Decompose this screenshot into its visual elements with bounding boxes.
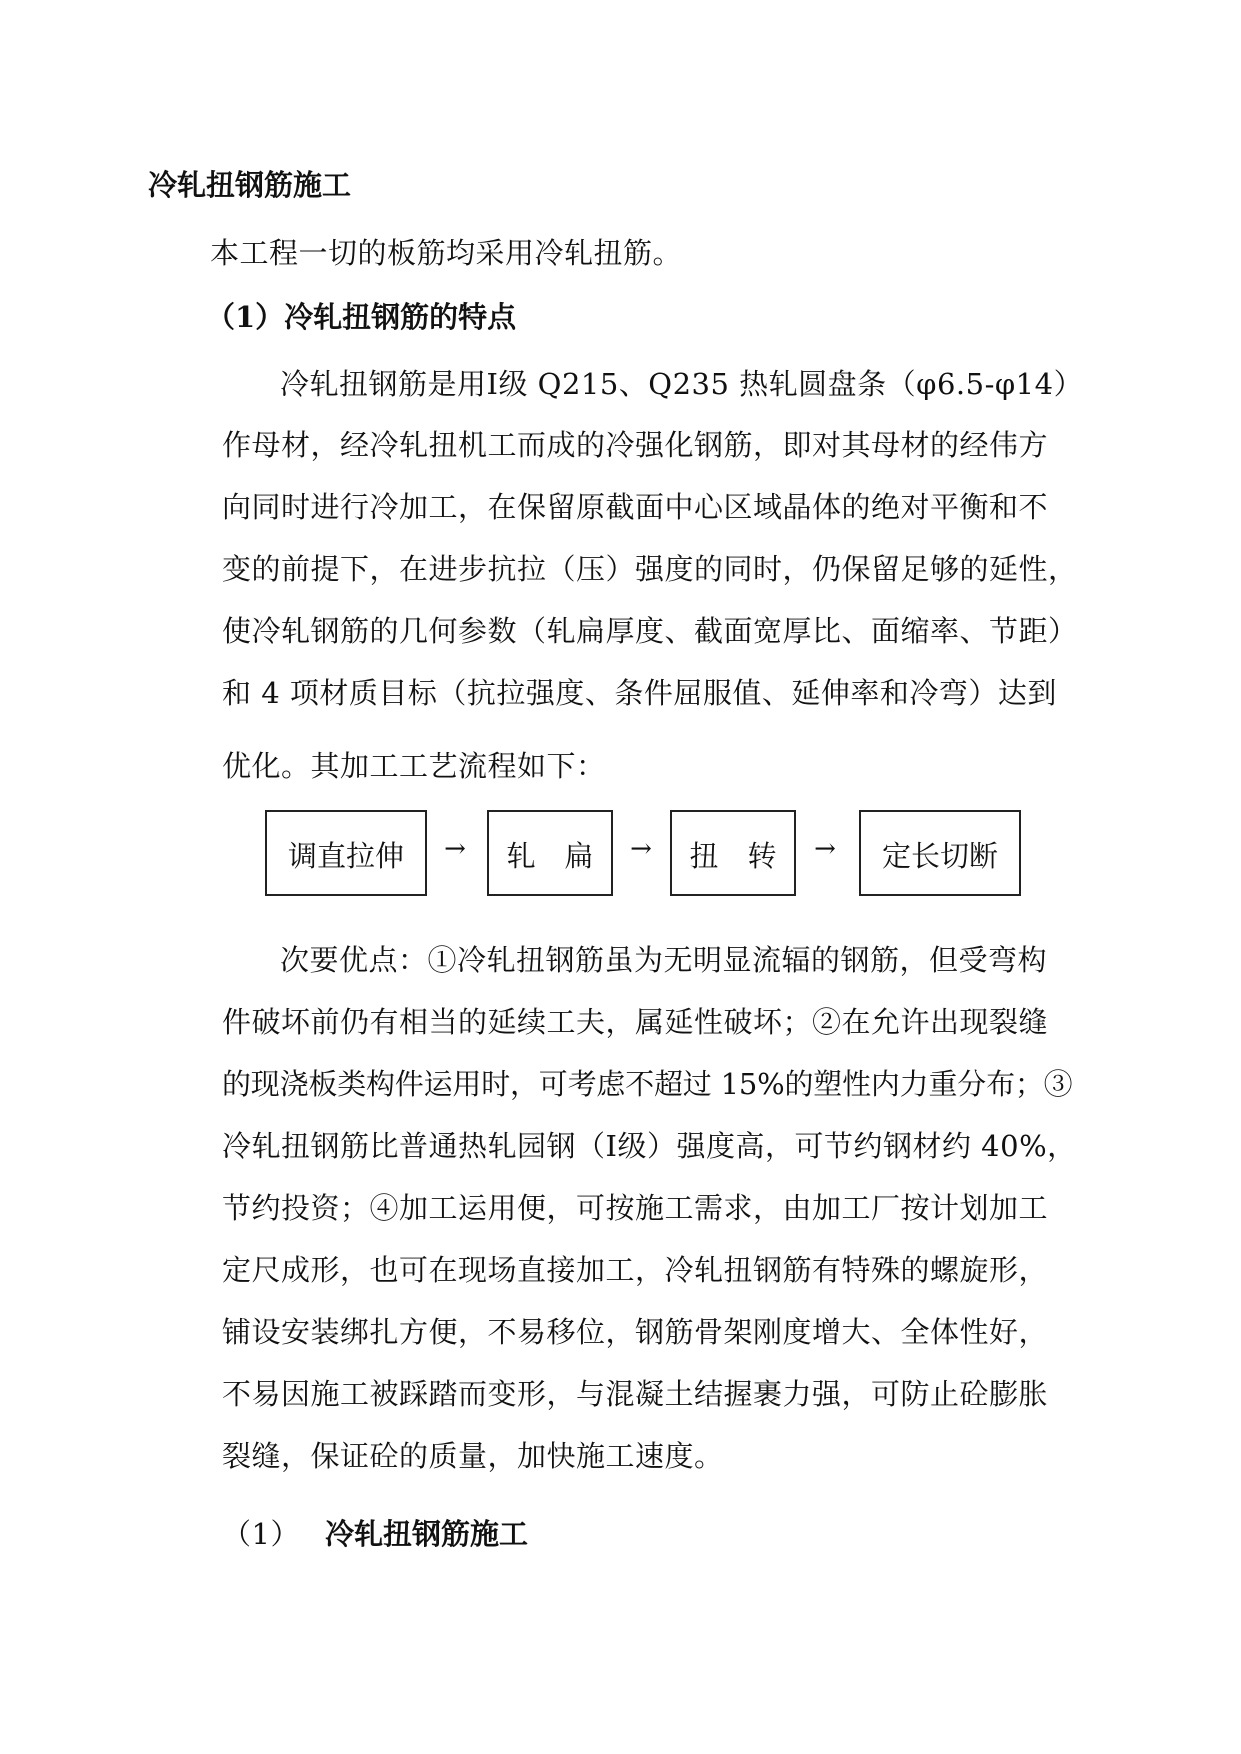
flow-step-cut-to-length (859, 810, 1021, 896)
flow-step-label: 轧 扁 (506, 839, 594, 873)
flow-step-twist (670, 810, 796, 896)
paragraph-2-line: 件破坏前仍有相当的延续工夫，属延性破坏；②在允许出现裂缝 (222, 1005, 1049, 1039)
paragraph-2-line: 铺设安装绑扎方便，不易移位，钢筋骨架刚度增大、全体性好， (222, 1315, 1049, 1349)
flow-step-flatten (487, 810, 613, 896)
paragraph-1-line: 变的前提下，在进步抗拉（压）强度的同时，仍保留足够的延性， (222, 552, 1078, 586)
paragraph-2-line: 裂缝，保证砼的质量，加快施工速度。 (222, 1439, 724, 1473)
flow-arrow-icon: → (444, 834, 466, 864)
flow-step-label: 扭 转 (689, 839, 777, 873)
paragraph-1-line: 优化。其加工工艺流程如下： (222, 749, 606, 783)
page-title: 冷轧扭钢筋施工 (148, 168, 352, 202)
flow-step-straighten (265, 810, 427, 896)
process-flow-diagram (265, 810, 1045, 904)
paragraph-1-line: 和 4 项材质目标（抗拉强度、条件屈服值、延伸率和冷弯）达到 (222, 676, 1057, 710)
paragraph-2-line: 不易因施工被踩踏而变形，与混凝土结握裹力强，可防止砼膨胀 (222, 1377, 1049, 1411)
paragraph-2-line: 冷轧扭钢筋比普通热轧园钢（Ⅰ级）强度高，可节约钢材约 40%， (222, 1129, 1077, 1163)
paragraph-1-line: 使冷轧钢筋的几何参数（轧扁厚度、截面宽厚比、面缩率、节距） (222, 614, 1078, 648)
flow-arrow-icon: → (630, 834, 652, 864)
paragraph-1-line: 冷轧扭钢筋是用Ⅰ级 Q215、Q235 热轧圆盘条（φ6.5-φ14） (280, 367, 1084, 401)
flow-step-label: 调直拉伸 (287, 839, 404, 873)
paragraph-1-line: 向同时进行冷加工，在保留原截面中心区域晶体的绝对平衡和不 (222, 490, 1049, 524)
flow-arrow-icon: → (814, 834, 836, 864)
section-heading-features: （1）冷轧扭钢筋的特点 (206, 300, 517, 334)
section-2-number: （1） (222, 1517, 300, 1551)
flow-step-label: 定长切断 (881, 839, 998, 873)
section-heading-construction: 冷轧扭钢筋施工 (325, 1517, 529, 1551)
paragraph-2-line: 的现浇板类构件运用时，可考虑不超过 15%的塑性内力重分布；③ (222, 1067, 1073, 1101)
paragraph-2-line: 次要优点：①冷轧扭钢筋虽为无明显流辐的钢筋，但受弯构 (280, 943, 1048, 977)
paragraph-1-line: 作母材，经冷轧扭机工而成的冷强化钢筋，即对其母材的经伟方 (222, 428, 1049, 462)
intro-paragraph: 本工程一切的板筋均采用冷轧扭筋。 (210, 236, 683, 270)
paragraph-2-line: 节约投资；④加工运用便，可按施工需求，由加工厂按计划加工 (222, 1191, 1049, 1225)
paragraph-2-line: 定尺成形，也可在现场直接加工，冷轧扭钢筋有特殊的螺旋形， (222, 1253, 1049, 1287)
